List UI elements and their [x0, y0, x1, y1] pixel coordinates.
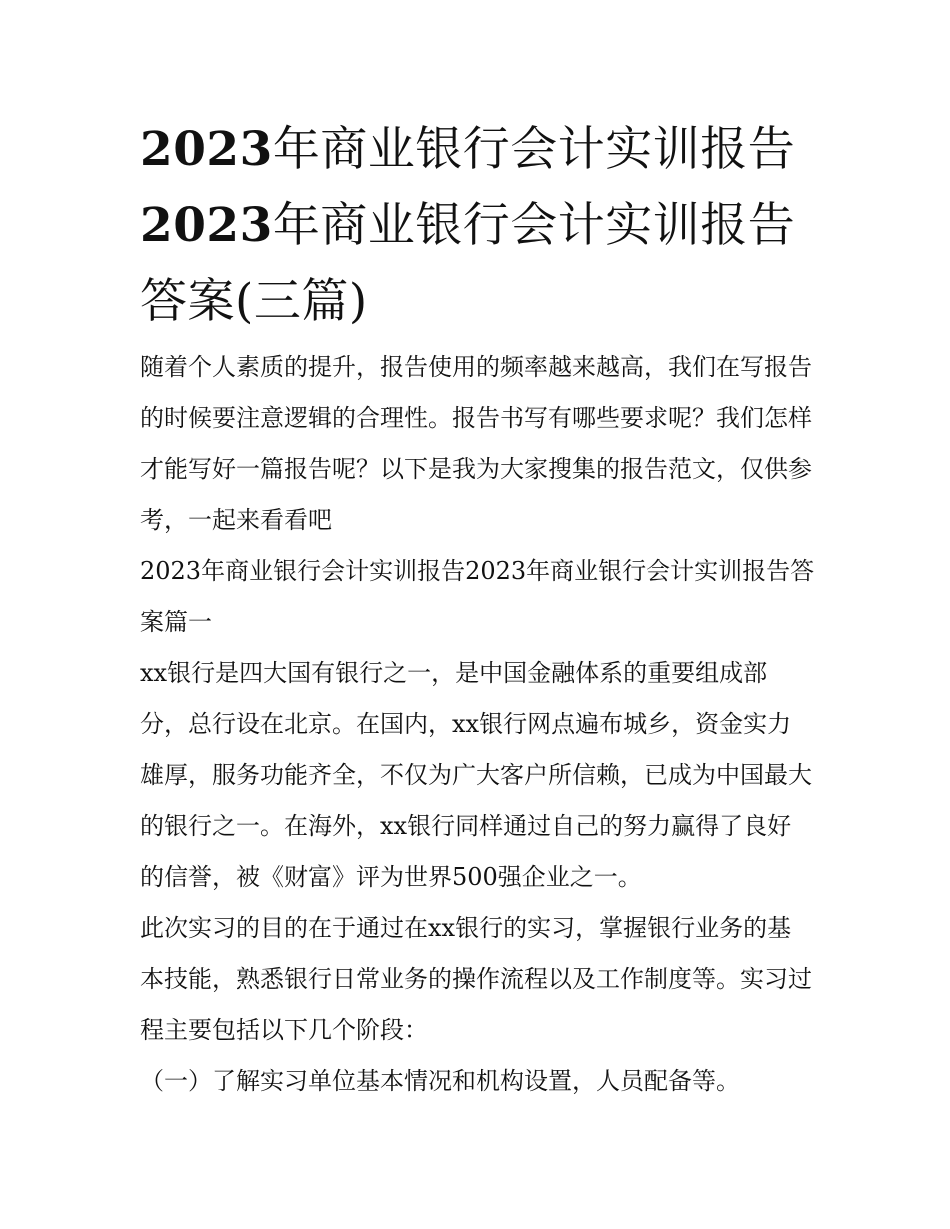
- title-year-2: 2023: [140, 198, 273, 253]
- title-year-1: 2023: [140, 122, 273, 177]
- section-heading: 2023年商业银行会计实训报告2023年商业银行会计实训报告答案篇一: [140, 557, 815, 636]
- title-text-3: 答案(三篇): [140, 274, 368, 329]
- body-paragraph-3: （一）了解实习单位基本情况和机构设置，人员配备等。: [140, 1067, 740, 1095]
- document-title: [140, 112, 815, 340]
- body-paragraph-2: 此次实习的目的在于通过在xx银行的实习，掌握银行业务的基本技能，熟悉银行日常业务的操作流程以及工作制度等。实习过程主要包括以下几个阶段：: [140, 914, 812, 1044]
- document-body: [140, 112, 815, 1107]
- title-text-1: 年商业银行会计实训报告: [272, 122, 796, 177]
- body-paragraph-1: xx银行是四大国有银行之一，是中国金融体系的重要组成部分，总行设在北京。在国内，xx银行网点遍布城乡，资金实力雄厚，服务功能齐全，不仅为广大客户所信赖，已成为中国最大的银行之一。在海外，xx银行同样通过自己的努力赢得了良好的信誉，被《财富》评为世界500强企业之一。: [140, 659, 812, 891]
- intro-paragraph: 随着个人素质的提升，报告使用的频率越来越高，我们在写报告的时候要注意逻辑的合理性。报告书写有哪些要求呢？我们怎样才能写好一篇报告呢？以下是我为大家搜集的报告范文，仅供参考，一起来看看吧: [140, 353, 812, 534]
- title-text-2: 年商业银行会计实训报告: [272, 198, 796, 253]
